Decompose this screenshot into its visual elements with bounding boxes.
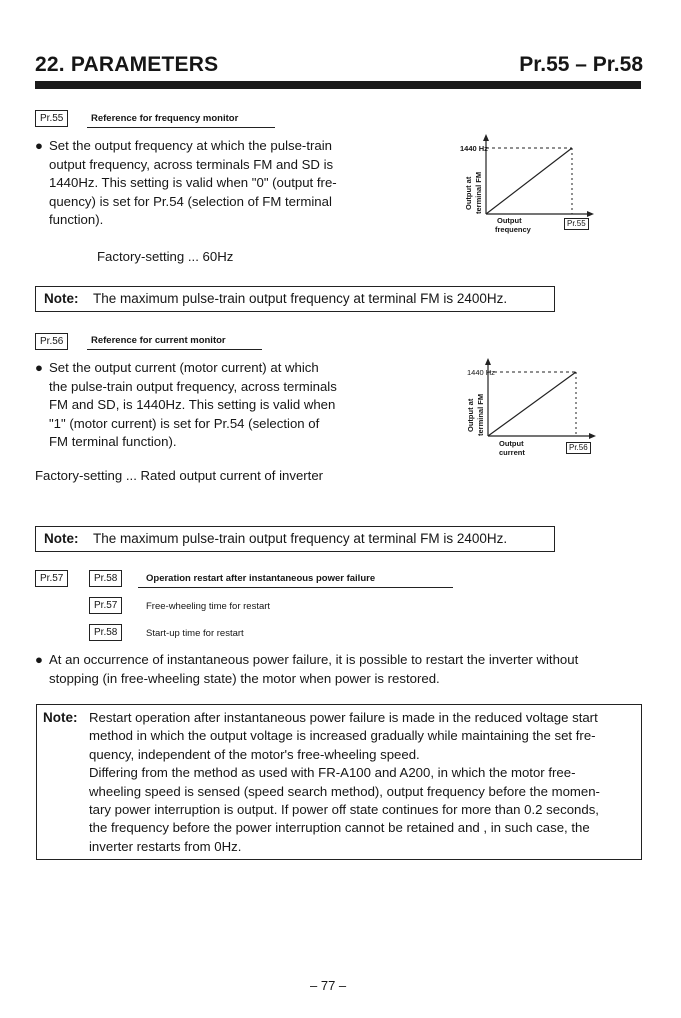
note-1-label: Note:	[44, 291, 79, 306]
bullet: ●	[35, 652, 43, 667]
note-box-2	[35, 526, 555, 552]
pr55-graph	[460, 132, 600, 232]
pr55-y-label-2: terminal FM	[474, 171, 483, 214]
pr56-factory-setting: Factory-setting ... Rated output current of inverter	[35, 468, 324, 483]
pr56-section-title: Reference for current monitor	[91, 335, 226, 346]
parameter-range: Pr.55 – Pr.58	[519, 53, 643, 76]
pr58-sub-description: Start-up time for restart	[146, 628, 244, 639]
pr56-code-box: Pr.56	[35, 333, 68, 350]
note-3-line-5: wheeling speed is sensed (speed search method), output frequency before the momen-	[89, 783, 600, 799]
pr58-sub-code-box: Pr.58	[89, 624, 122, 641]
note-2-text: The maximum pulse-train output frequency at terminal FM is 2400Hz.	[93, 531, 508, 546]
note-3-label: Note:	[43, 710, 78, 725]
pr57-58-section-title: Operation restart after instantaneous power failure	[146, 573, 376, 584]
pr55-x-arrow	[587, 211, 594, 217]
bullet: ●	[35, 360, 43, 375]
pr55-graph-ref: Pr.55	[564, 218, 589, 230]
note-3-line-2: method in which the output voltage is increased gradually while maintaining the set fre-	[89, 728, 596, 744]
note-3-line-6: tary power interruption is output. If power off state continues for more than 0.2 seconds,	[89, 802, 599, 818]
pr56-y-arrow	[485, 358, 491, 365]
pr55-y-arrow	[483, 134, 489, 141]
pr55-line-1: Set the output frequency at which the pulse-train	[49, 138, 332, 153]
pr57-sub-code-box: Pr.57	[89, 597, 122, 614]
pr57-code-box: Pr.57	[35, 570, 68, 587]
pr55-y-label-1: Output at	[464, 176, 473, 210]
pr56-line-1: Set the output current (motor current) at which	[49, 360, 319, 375]
pr56-graph-ref: Pr.56	[566, 442, 591, 454]
pr55-line-4: quency) is set for Pr.54 (selection of FM terminal	[49, 193, 332, 209]
pr55-line-2: output frequency, across terminals FM and SD is	[49, 156, 334, 172]
pr56-y-label-2: terminal FM	[476, 393, 485, 436]
note-3-line-7: the frequency before the power interruption cannot be retained and , in such case, the	[89, 820, 590, 836]
page-number: – 77 –	[310, 978, 347, 993]
pr57-sub-description: Free-wheeling time for restart	[146, 601, 271, 612]
pr55-x-label-1: Output	[497, 216, 522, 225]
pr56-characteristic-line	[488, 372, 576, 436]
pr56-line-3: FM and SD, is 1440Hz. This setting is valid when	[49, 397, 336, 413]
pr56-description	[35, 359, 380, 452]
note-3-line-4: Differing from the method as used with FR-A100 and A200, in which the motor free-	[89, 765, 576, 781]
note-box-1	[35, 286, 555, 312]
pr57-58-line-2: stopping (in free-wheeling state) the motor when power is restored.	[49, 670, 440, 686]
pr57-58-line-1: At an occurrence of instantaneous power failure, it is possible to restart the inverter without	[49, 652, 579, 667]
header-rule	[35, 81, 641, 89]
pr56-graph	[462, 356, 602, 456]
page-title: 22. PARAMETERS	[35, 53, 219, 76]
pr55-title-underline	[87, 127, 275, 128]
bullet: ●	[35, 138, 43, 153]
pr56-y-value: 1440 Hz	[467, 368, 495, 377]
note-3-body	[89, 709, 641, 856]
pr55-y-value: 1440 Hz	[460, 144, 488, 153]
pr55-code-box: Pr.55	[35, 110, 68, 127]
pr56-x-arrow	[589, 433, 596, 439]
pr57-58-description	[35, 651, 647, 688]
pr56-line-2: the pulse-train output frequency, across terminals	[49, 378, 337, 394]
note-3-line-8: inverter restarts from 0Hz.	[89, 838, 242, 854]
pr58-code-box: Pr.58	[89, 570, 122, 587]
pr55-factory-setting: Factory-setting ... 60Hz	[97, 249, 234, 264]
pr55-x-label-2: frequency	[495, 225, 531, 234]
pr56-x-label-1: Output	[499, 439, 524, 448]
pr56-x-label-2: current	[499, 448, 525, 457]
pr56-line-5: FM terminal function).	[49, 434, 177, 450]
pr56-line-4: "1" (motor current) is set for Pr.54 (selection of	[49, 415, 320, 431]
pr55-description	[35, 137, 380, 230]
pr57-58-title-underline	[138, 587, 453, 588]
pr55-line-3: 1440Hz. This setting is valid when "0" (output fre-	[49, 175, 337, 191]
note-3-line-3: quency, independent of the motor's free-wheeling speed.	[89, 746, 420, 762]
note-2-label: Note:	[44, 531, 79, 546]
note-1-text: The maximum pulse-train output frequency at terminal FM is 2400Hz.	[93, 291, 508, 306]
note-box-3	[36, 704, 642, 860]
pr56-y-label-1: Output at	[466, 398, 475, 432]
pr55-section-title: Reference for frequency monitor	[91, 113, 239, 124]
note-3-line-1: Restart operation after instantaneous power failure is made in the reduced voltage start	[89, 710, 598, 725]
pr56-title-underline	[87, 349, 262, 350]
pr55-characteristic-line	[486, 148, 572, 214]
pr55-line-5: function).	[49, 212, 104, 228]
